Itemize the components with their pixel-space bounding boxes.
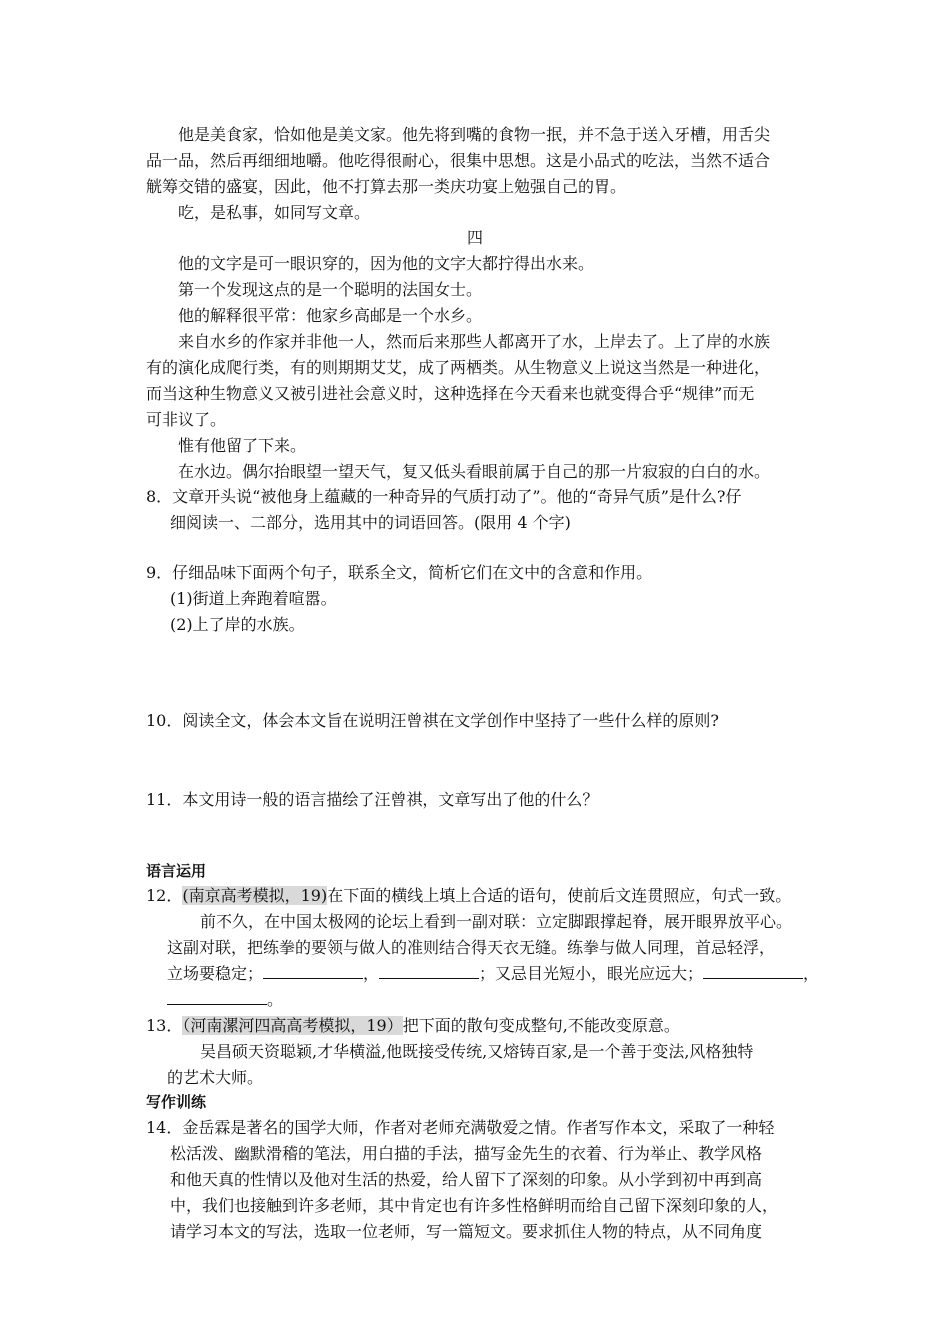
answer-blank-3[interactable]: [703, 962, 803, 979]
passage-p1-line2: 品一品，然后再细细地嚼。他吃得很耐心，很集中思想。这是小品式的吃法，当然不适合: [146, 151, 771, 170]
question-12-body-line4: [167, 987, 283, 1013]
passage-p1-line3: 觥筹交错的盛宴，因此，他不打算去那一类庆功宴上勉强自己的胃。: [146, 177, 627, 196]
passage-p3: 他的文字是可一眼识穿的，因为他的文字大都拧得出水来。: [178, 254, 595, 273]
question-14-line2: 松活泼、幽默滑稽的笔法，用白描的手法，描写金先生的衣着、行为举止、教学风格: [170, 1144, 763, 1163]
answer-blank-1[interactable]: [263, 962, 363, 979]
passage-p6-line2: 有的演化成爬行类，有的则期期艾艾，成了两栖类。从生物意义上说这当然是一种进化，: [146, 358, 771, 377]
question-11: 11．本文用诗一般的语言描绘了汪曾祺，文章写出了他的什么？: [146, 790, 599, 809]
question-12-number: 12．: [146, 886, 183, 905]
question-12-source: (南京高考模拟，19): [182, 886, 328, 905]
question-12-text-a: 立场要稳定；: [167, 964, 264, 983]
question-14-line3: 和他天真的性情以及他对生活的热爱，给人留下了深刻的印象。从小学到初中再到高: [170, 1170, 763, 1189]
question-12-text-b: ；又忌目光短小，眼光应远大；: [479, 964, 704, 983]
passage-p7: 惟有他留了下来。: [178, 436, 307, 455]
passage-p6-line4: 可非议了。: [146, 410, 227, 429]
passage-p2: 吃，是私事，如同写文章。: [178, 203, 371, 222]
question-10: 10．阅读全文，体会本文旨在说明汪曾祺在文学创作中坚持了一些什么样的原则?: [146, 711, 719, 730]
question-14-line1: 14．金岳霖是著名的国学大师，作者对老师充满敬爱之情。作者写作本文，采取了一种轻: [146, 1118, 775, 1137]
question-8-line1: 8．文章开头说“被他身上蕴藏的一种奇异的气质打动了”。他的“奇异气质”是什么?仔: [146, 487, 742, 506]
question-12-body-line3: [167, 961, 819, 987]
writing-section-heading: 写作训练: [146, 1093, 207, 1111]
question-12-comma-1: ，: [363, 964, 380, 983]
question-9-sentence-1: (1)街道上奔跑着喧嚣。: [170, 589, 337, 608]
question-8-line2: 细阅读一、二部分，选用其中的词语回答。(限用 4 个字): [170, 513, 571, 532]
passage-p6-line3: 而当这种生物意义又被引进社会意义时，这种选择在今天看来也就变得合乎“规律”而无: [146, 384, 755, 403]
question-12-body-line1: 前不久，在中国太极网的论坛上看到一副对联：立定脚跟撑起脊，展开眼界放平心。: [200, 912, 793, 931]
question-13-body-line2: 的艺术大师。: [167, 1068, 264, 1087]
question-13-stem-line: [146, 1013, 680, 1039]
question-12-body-line2: 这副对联，把练拳的要领与做人的准则结合得天衣无缝。练拳与做人同理，首忌轻浮，: [167, 938, 776, 957]
question-12-end-mark: 。: [267, 990, 284, 1009]
passage-p8: 在水边。偶尔抬眼望一望天气，复又低头看眼前属于自己的那一片寂寂的白白的水。: [178, 462, 771, 481]
question-9-stem: 9．仔细品味下面两个句子，联系全文，简析它们在文中的含意和作用。: [146, 563, 653, 582]
answer-blank-4[interactable]: [167, 988, 267, 1005]
question-13-source: （河南漯河四高高考模拟，19）: [182, 1016, 403, 1035]
question-14-line4: 中，我们也接触到许多老师，其中肯定也有许多性格鲜明而给自己留下深刻印象的人，: [170, 1196, 779, 1215]
question-9-sentence-2: (2)上了岸的水族。: [170, 615, 305, 634]
passage-p6-line1: 来自水乡的作家并非他一人，然而后来那些人都离开了水，上岸去了。上了岸的水族: [178, 332, 771, 351]
question-13-body-line1: 吴昌硕天资聪颖,才华横溢,他既接受传统,又熔铸百家,是一个善于变法,风格独特: [200, 1042, 754, 1061]
question-12-stem: 在下面的横线上填上合适的语句，使前后文连贯照应，句式一致。: [327, 886, 792, 905]
question-13-stem: 把下面的散句变成整句,不能改变原意。: [402, 1016, 680, 1035]
question-13-number: 13．: [146, 1016, 183, 1035]
passage-p5: 他的解释很平常：他家乡高邮是一个水乡。: [178, 306, 483, 325]
passage-p1-line1: 他是美食家，恰如他是美文家。他先将到嘴的食物一抿，并不急于送入牙槽，用舌尖: [178, 125, 771, 144]
answer-blank-2[interactable]: [379, 962, 479, 979]
passage-p4: 第一个发现这点的是一个聪明的法国女士。: [178, 280, 483, 299]
question-12-comma-2: ，: [803, 964, 820, 983]
language-section-heading: 语言运用: [146, 862, 207, 880]
question-14-line5: 请学习本文的写法，选取一位老师，写一篇短文。要求抓住人物的特点，从不同角度: [170, 1222, 763, 1241]
section-heading-four: 四: [467, 228, 484, 247]
question-12-stem-line: [146, 883, 791, 909]
